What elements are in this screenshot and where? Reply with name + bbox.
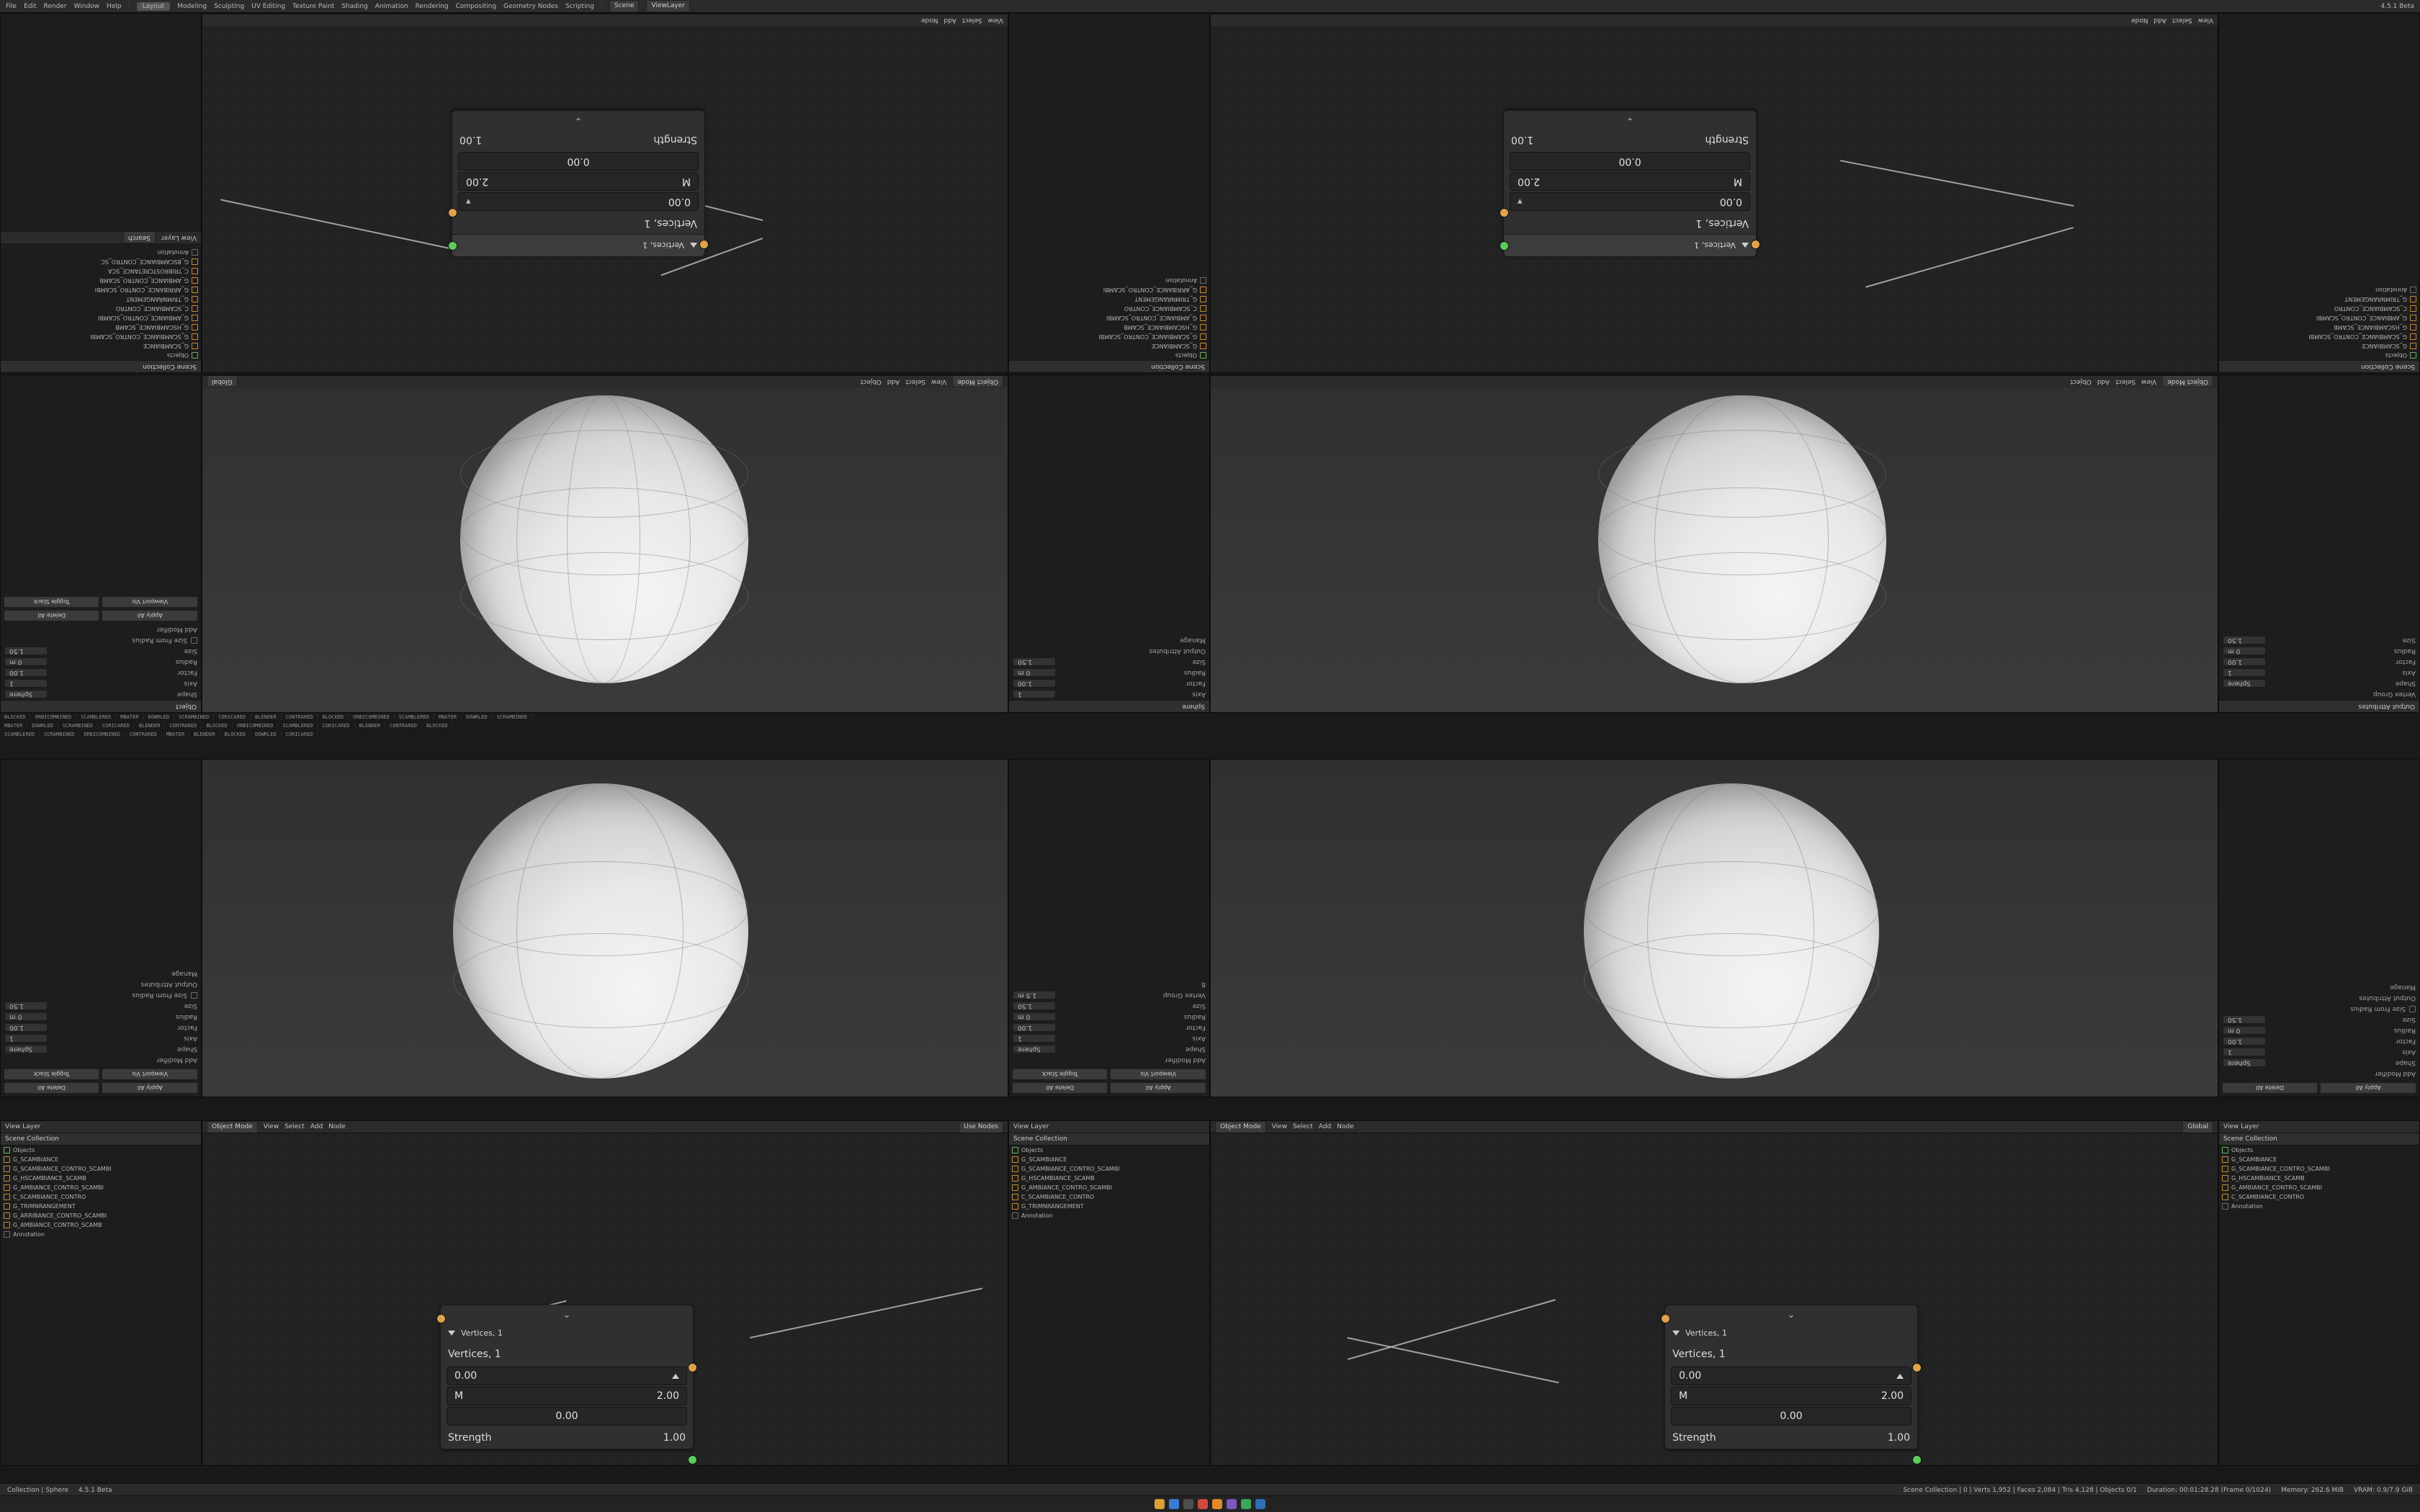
property-row[interactable]: Size 1.50 <box>2219 1014 2419 1025</box>
status-scene-stats: Scene Collection | 0 | Verts 1,952 | Faces 2,084 | Tris 4,128 | Objects 0/1 <box>1903 1486 2137 1494</box>
list-item[interactable]: Annotation <box>1 248 201 257</box>
list-item[interactable]: G_AMBIANCE_CONTRO_SCAMBI <box>1 1183 201 1192</box>
property-row[interactable]: Factor 1.00 <box>2219 1036 2419 1047</box>
node-menu-view[interactable]: View <box>2197 17 2213 24</box>
delete-all-button[interactable]: Delete All <box>2222 1082 2318 1094</box>
property-row[interactable]: Axis 1 <box>1009 689 1209 700</box>
chevron-down-icon: ▾ <box>466 196 471 207</box>
list-item[interactable]: G_SCAMBIANCE_CONTRO_SCAMBI <box>2219 332 2419 341</box>
node-row-strength[interactable]: Strength 1.00 <box>441 1427 693 1449</box>
list-item[interactable]: G_HSCAMBIANCE_SCAMB <box>1009 323 1209 332</box>
property-row[interactable]: Factor 1.00 <box>1 667 201 678</box>
outliner-title: Scene Collection <box>2219 1133 2419 1146</box>
node-menu-node[interactable]: Node <box>2130 17 2148 24</box>
list-item[interactable]: G_SCAMBIANCE <box>2219 1155 2419 1164</box>
property-row[interactable]: Radius 0 m <box>1 657 201 667</box>
view-layer-label: View Layer <box>1013 1123 1049 1130</box>
node-menu-add[interactable]: Add <box>2154 17 2166 24</box>
node-editor-bottomleft[interactable] <box>202 1120 1008 1466</box>
apply-all-button[interactable]: Apply All <box>1111 1082 1207 1094</box>
sphere-object[interactable] <box>460 395 748 683</box>
property-row[interactable]: Factor 1.00 <box>1009 678 1209 689</box>
property-row[interactable]: Size 1.50 <box>1009 657 1209 667</box>
list-item[interactable]: G_AMBIANCE_CONTRO_SCAMBI <box>1009 1183 1209 1192</box>
add-modifier-row[interactable]: Add Modifier <box>1165 1056 1206 1064</box>
taskbar[interactable] <box>0 1495 2420 1512</box>
node-row-vertices: Vertices, 1 <box>1504 212 1756 234</box>
list-item[interactable]: C_SCAMBIANCE_CONTRO <box>1 304 201 313</box>
files-icon[interactable] <box>1155 1499 1165 1509</box>
use-nodes-toggle[interactable]: Use Nodes <box>959 1121 1003 1133</box>
list-item[interactable]: G_TRIMNRANGEMENT <box>2219 294 2419 304</box>
workspace-shading[interactable]: Shading <box>341 2 368 10</box>
node-row-strength[interactable]: Strength 1.00 <box>1504 129 1756 150</box>
delete-all-button[interactable]: Delete All <box>4 610 100 621</box>
list-item[interactable]: G_TRIMNRANGEMENT <box>1009 294 1209 304</box>
node-field-0[interactable]: 0.00 <box>447 1367 687 1385</box>
list-item[interactable]: G_SCAMBIANCE <box>2219 341 2419 351</box>
property-row[interactable]: Size 1.50 <box>1 1001 201 1012</box>
status-memory: Memory: 262.6 MiB <box>2281 1486 2344 1494</box>
list-item[interactable]: C_SCAMBIANCE_CONTRO <box>1009 1192 1209 1202</box>
node-row-strength[interactable]: Strength 1.00 <box>1665 1427 1917 1449</box>
viewport-menu-object[interactable]: Object <box>860 378 882 385</box>
node-title: Vertices, 1 <box>1685 1328 1727 1338</box>
node-menu-select[interactable]: Select <box>284 1123 305 1130</box>
properties-title: Sphere <box>1009 700 1209 712</box>
viewport-menu-add[interactable]: Add <box>2097 378 2110 385</box>
status-vram: VRAM: 0.9/7.9 GiB <box>2353 1486 2413 1494</box>
panel-outliner-topmid <box>1008 13 1210 373</box>
list-item[interactable]: Objects <box>1009 351 1209 360</box>
outliner-header[interactable] <box>2219 1121 2419 1133</box>
node-socket-output[interactable] <box>448 208 457 217</box>
sphere-object[interactable] <box>453 783 748 1079</box>
outliner-title: Scene Collection <box>1 360 201 372</box>
node-socket-geometry[interactable] <box>1500 241 1509 251</box>
list-item[interactable]: G_SCAMBIANCE <box>1009 1155 1209 1164</box>
list-item[interactable]: G_SCAMBIANCE_CONTRO_SCAMBI <box>1009 332 1209 341</box>
property-row[interactable]: Factor 1.00 <box>2219 657 2419 667</box>
list-item[interactable]: G_ARRIBANCE_CONTRO_SCAMBI <box>1 1211 201 1220</box>
list-item[interactable]: C_SCAMBIANCE_CONTRO <box>1 1192 201 1202</box>
list-item[interactable]: G_SCAMBIANCE <box>1 341 201 351</box>
list-item[interactable]: G_BSCAMBIANCE_CONTRO_SC <box>1 257 201 266</box>
list-item[interactable]: C_SCAMBIANCE_CONTRO <box>1009 304 1209 313</box>
node-title: Vertices, 1 <box>461 1328 503 1338</box>
list-item[interactable]: Annotation <box>2219 285 2419 294</box>
node-menu-view[interactable]: View <box>263 1123 279 1130</box>
workspace-scripting[interactable]: Scripting <box>565 2 594 10</box>
chevron-down-icon[interactable]: ⌄ <box>1626 115 1634 126</box>
node-socket-output[interactable] <box>1500 208 1509 217</box>
list-item[interactable]: Annotation <box>1009 1211 1209 1220</box>
view-layer-label: View Layer <box>5 1123 41 1130</box>
list-item[interactable]: C_SCAMBIANCE_CONTRO <box>2219 1192 2419 1202</box>
table-row[interactable]: BLOCKED ORBICOMBINED SCAMBLERED MBATER DOWRLED SCRAMBINED CORICARED BLENDER CONTRARED BLOCKED ORBICOMBINED SCAMBLERED MBATER DOWRLED SCRAMBINED <box>0 713 2420 721</box>
viewport-row3-left[interactable] <box>202 759 1008 1097</box>
modifier-panel-row3-left[interactable] <box>0 759 202 1097</box>
node-menu-view[interactable]: View <box>987 17 1003 24</box>
node-socket-geometry[interactable] <box>688 1455 697 1464</box>
property-row[interactable]: Vertex Group 1.5 m <box>1009 990 1209 1001</box>
list-item[interactable]: G_AMBIANCE_CONTRO_SCAMBI <box>1 313 201 323</box>
node-socket-input[interactable] <box>1751 240 1760 249</box>
list-item[interactable]: G_AMBIANCE_CONTRO_SCAMB <box>1 1220 201 1230</box>
chevron-down-icon[interactable]: ⌄ <box>574 115 583 126</box>
property-row[interactable]: Radius 0 m <box>1009 667 1209 678</box>
panel-outliner-bottommid[interactable] <box>1008 1120 1210 1466</box>
property-checkbox[interactable]: Size From Radius <box>1 990 201 1001</box>
workspace-compositing[interactable]: Compositing <box>455 2 497 10</box>
node-editor-header[interactable] <box>202 1121 1008 1133</box>
node-field-0[interactable]: 0.00 <box>1671 1367 1912 1385</box>
object-mode-selector[interactable]: Object Mode <box>952 376 1003 388</box>
menu-window[interactable]: Window <box>73 2 100 10</box>
node-row-vertices: Vertices, 1 <box>1665 1344 1917 1365</box>
toggle-stack-button[interactable]: Toggle Stack <box>4 1068 100 1080</box>
viewport-row2-right[interactable] <box>1210 374 2218 713</box>
property-row[interactable]: Radius 0 m <box>2219 646 2419 657</box>
node-field-2[interactable]: 0.00 <box>1671 1407 1912 1426</box>
settings-icon[interactable] <box>1227 1499 1237 1509</box>
triangle-up-icon <box>1896 1374 1904 1379</box>
property-row[interactable]: Axis 1 <box>1 1033 201 1044</box>
list-item[interactable]: G_HSCAMBIANCE_SCAMB <box>2219 1174 2419 1183</box>
browser-icon[interactable] <box>1169 1499 1179 1509</box>
workspace-rendering[interactable]: Rendering <box>415 2 449 10</box>
node-menu-node[interactable]: Node <box>1337 1123 1354 1130</box>
node-menu-add[interactable]: Add <box>310 1123 323 1130</box>
sphere-object[interactable] <box>1598 395 1886 683</box>
manage-row[interactable]: Manage <box>2390 984 2416 991</box>
outliner-view-layer-label: View Layer <box>161 234 197 241</box>
node-menu-select[interactable]: Select <box>962 17 982 24</box>
output-attributes-row[interactable]: Output Attributes <box>2359 994 2416 1002</box>
terminal-icon[interactable] <box>1183 1499 1193 1509</box>
viewport-menu-select[interactable]: Select <box>2115 378 2136 385</box>
triangle-down-icon[interactable] <box>1672 1331 1680 1336</box>
node-field-0[interactable]: 0.00 ▾ <box>1510 192 1750 211</box>
viewport-vis-button[interactable]: Viewport Vis <box>1111 1068 1207 1080</box>
node-vertices[interactable] <box>452 110 705 257</box>
node-editor-header[interactable] <box>1211 14 2218 26</box>
viewport-header[interactable] <box>1211 375 2218 387</box>
properties-row2-mid[interactable] <box>1008 374 1210 713</box>
panel-outliner-topleft <box>0 13 202 373</box>
viewport-menu-view[interactable]: View <box>931 378 947 385</box>
triangle-up-icon <box>672 1374 679 1379</box>
panel-outliner-bottomfar[interactable] <box>2218 1120 2420 1466</box>
status-duration: Duration: 00:01:28.28 (Frame 0/1024) <box>2146 1486 2272 1494</box>
list-item[interactable]: G_SCAMBIANCE <box>1009 341 1209 351</box>
triangle-up-icon[interactable] <box>690 243 697 248</box>
list-item[interactable]: G_HSCAMBIANCE_SCAMB <box>1009 1174 1209 1183</box>
node-editor-bottomright[interactable] <box>1210 1120 2218 1466</box>
modifier-buttons[interactable] <box>2219 1079 2419 1097</box>
node-field-m[interactable]: M 2.00 <box>1510 172 1750 191</box>
spreadsheet-strip[interactable] <box>0 713 2420 759</box>
view-layer-label: View Layer <box>2223 1123 2259 1130</box>
viewport-menu-view[interactable]: View <box>2141 378 2157 385</box>
node-field-m[interactable]: M 2.00 <box>458 172 699 191</box>
workspace-modeling[interactable]: Modeling <box>177 2 207 10</box>
viewport-menu-select[interactable]: Select <box>905 378 926 385</box>
list-item[interactable]: G_HSCAMBIANCE_SCAMB <box>2219 323 2419 332</box>
node-header[interactable] <box>1665 1322 1917 1344</box>
node-vertices[interactable] <box>1664 1305 1918 1449</box>
outliner-search[interactable]: Search <box>123 232 156 244</box>
object-mode-selector[interactable]: Object Mode <box>2162 376 2213 388</box>
list-item[interactable]: G_AMBIANCE_CONTRO_SCAMB <box>1 276 201 285</box>
top-menu-bar[interactable] <box>0 0 2420 13</box>
menu-render[interactable]: Render <box>43 2 67 10</box>
workspace-uv[interactable]: UV Editing <box>251 2 286 10</box>
property-row[interactable]: Axis 1 <box>2219 1047 2419 1058</box>
toggle-stack-button[interactable]: Toggle Stack <box>4 596 100 608</box>
node-socket-output[interactable] <box>1912 1363 1922 1372</box>
list-item[interactable]: Annotation <box>2219 1202 2419 1211</box>
properties-row2-left[interactable] <box>0 374 202 713</box>
modifier-panel-row3-far[interactable] <box>2218 759 2420 1097</box>
add-modifier-row[interactable]: Add Modifier <box>2375 1070 2416 1078</box>
node-field-2[interactable]: 0.00 <box>447 1407 687 1426</box>
node-socket-output[interactable] <box>688 1363 697 1372</box>
output-attributes-row[interactable]: Output Attributes <box>140 981 197 989</box>
output-attributes-row[interactable]: Output Attributes <box>1149 647 1206 655</box>
panel-outliner-topfar <box>2218 13 2420 373</box>
property-row[interactable]: Axis 1 <box>1 678 201 689</box>
list-item[interactable]: G_SCAMBIANCE_CONTRO_SCAMBI <box>1 1164 201 1174</box>
modifier-panel-row3-mid[interactable] <box>1008 759 1210 1097</box>
node-menu-node[interactable]: Node <box>328 1123 346 1130</box>
list-item[interactable]: G_AMBIANCE_CONTRO_SCAMBI <box>1009 313 1209 323</box>
node-header[interactable] <box>452 234 704 256</box>
list-item[interactable]: G_ARRIBANCE_CONTRO_SCAMBI <box>1 285 201 294</box>
node-field-2[interactable]: 0.00 <box>1510 152 1750 171</box>
property-row[interactable]: Factor 1.00 <box>1 1022 201 1033</box>
property-row[interactable]: 8 <box>1201 981 1206 989</box>
workspace-geonodes[interactable]: Geometry Nodes <box>503 2 558 10</box>
object-mode-selector[interactable]: Object Mode <box>1215 1121 1266 1133</box>
add-modifier-row[interactable]: Add Modifier <box>156 1056 197 1064</box>
node-row-vertices: Vertices, 1 <box>441 1344 693 1365</box>
node-row-strength[interactable]: Strength 1.00 <box>452 129 704 150</box>
list-item[interactable]: G_HSCAMBIANCE_SCAMB <box>1 1174 201 1183</box>
viewport-row2-left[interactable] <box>202 374 1008 713</box>
node-vertices[interactable] <box>1503 110 1757 257</box>
property-row[interactable]: Axis 1 <box>2219 667 2419 678</box>
list-item[interactable]: G_SCAMBIANCE <box>1 1155 201 1164</box>
outliner-header[interactable] <box>1 1121 201 1133</box>
property-row[interactable]: Size 1.50 <box>2219 635 2419 646</box>
status-bar <box>0 1483 2420 1496</box>
property-row[interactable]: Size 1.50 <box>1 646 201 657</box>
node-menu-view[interactable]: View <box>1271 1123 1288 1130</box>
property-row[interactable]: Radius 0 m <box>1 1012 201 1022</box>
viewport-header[interactable] <box>202 375 1008 387</box>
properties-title: Output Attributes <box>2219 700 2419 712</box>
list-item[interactable]: G_AMBIANCE_CONTRO_SCAMBI <box>2219 313 2419 323</box>
list-item[interactable]: G_SCAMBIANCE_CONTRO_SCAMBI <box>1009 1164 1209 1174</box>
property-row[interactable]: Size 1.50 <box>1009 1001 1209 1012</box>
transform-orientation[interactable]: Global <box>2182 1121 2213 1133</box>
list-item[interactable]: G_AMBIANCE_CONTRO_SCAMBI <box>2219 1183 2419 1192</box>
workspace-animation[interactable]: Animation <box>375 2 408 10</box>
node-field-m[interactable]: M 2.00 <box>447 1387 687 1405</box>
workspace-sculpting[interactable]: Sculpting <box>214 2 245 10</box>
property-row[interactable]: Factor 1.00 <box>1009 1022 1209 1033</box>
property-row[interactable]: Shape Sphere <box>2219 678 2419 689</box>
status-version: 4.5.1 Beta <box>78 1486 112 1494</box>
viewport-vis-button[interactable]: Viewport Vis <box>102 1068 199 1080</box>
outliner-title: Scene Collection <box>1009 1133 1209 1146</box>
node-menu-select[interactable]: Select <box>2172 17 2192 24</box>
menu-help[interactable]: Help <box>107 2 122 10</box>
node-title: Vertices, 1 <box>1694 240 1736 251</box>
node-menu-select[interactable]: Select <box>1293 1123 1313 1130</box>
view-layer-selector[interactable]: ViewLayer <box>646 0 689 12</box>
list-item[interactable]: G_HSCAMBIANCE_SCAMB <box>1 323 201 332</box>
editor-icon[interactable] <box>1255 1499 1265 1509</box>
manage-row[interactable]: Manage <box>171 970 197 978</box>
property-row[interactable]: Shape Sphere <box>1 689 201 700</box>
node-editor-header[interactable] <box>202 14 1008 26</box>
viewport-vis-button[interactable]: Viewport Vis <box>102 596 199 608</box>
taskbar-icons[interactable] <box>1155 1499 1265 1509</box>
table-row[interactable]: MBATER DOWRLED SCRAMBINED CORICARED BLENDER CONTRARED BLOCKED ORBICOMBINED SCAMBLERED CORICARED BLENDER CONTRARED BLOCKED <box>0 721 2420 730</box>
list-item[interactable]: Objects <box>2219 351 2419 360</box>
divider <box>601 2 602 11</box>
status-left: Collection | Sphere <box>7 1486 68 1494</box>
toggle-stack-button[interactable]: Toggle Stack <box>1012 1068 1108 1080</box>
delete-all-button[interactable]: Delete All <box>1012 1082 1108 1094</box>
property-checkbox[interactable]: Size From Radius <box>1 635 201 646</box>
node-vertices[interactable] <box>440 1305 694 1449</box>
node-field-0[interactable]: 0.00 ▾ <box>458 192 699 211</box>
node-field-m[interactable]: M 2.00 <box>1671 1387 1912 1405</box>
sphere-object[interactable] <box>1584 783 1879 1079</box>
list-item[interactable]: Objects <box>1009 1146 1209 1155</box>
list-item[interactable]: Objects <box>1 1146 201 1155</box>
triangle-down-icon[interactable] <box>448 1331 455 1336</box>
app-version: 4.5.1 Beta <box>2380 2 2414 10</box>
node-socket-geometry[interactable] <box>1912 1455 1922 1464</box>
node-editor-header[interactable] <box>1211 1121 2218 1133</box>
menu-edit[interactable]: Edit <box>24 2 37 10</box>
properties-row2-far[interactable] <box>2218 374 2420 713</box>
outliner-title: Scene Collection <box>2219 360 2419 372</box>
triangle-up-icon[interactable] <box>1742 243 1749 248</box>
transform-orientation[interactable]: Global <box>207 376 238 388</box>
node-header[interactable] <box>441 1322 693 1344</box>
viewport-row3-right[interactable] <box>1210 759 2218 1097</box>
list-item[interactable]: G_TRIMNRANGEMENT <box>1 1202 201 1211</box>
outliner-header[interactable] <box>1 231 201 243</box>
modifier-buttons[interactable] <box>1 593 201 624</box>
media-icon[interactable] <box>1198 1499 1208 1509</box>
object-mode-selector[interactable]: Object Mode <box>207 1121 258 1133</box>
modifier-buttons[interactable] <box>1009 1066 1209 1097</box>
list-item[interactable]: C_TRIBROSTCRETANCE_SCA <box>1 266 201 276</box>
workspace-texpaint[interactable]: Texture Paint <box>292 2 335 10</box>
node-socket-input[interactable] <box>436 1314 446 1323</box>
list-item[interactable]: Annotation <box>1 1230 201 1239</box>
node-socket-input[interactable] <box>699 240 709 249</box>
scene-selector[interactable]: Scene <box>609 0 639 12</box>
list-item[interactable]: G_TRIMNRANGEMENT <box>1 294 201 304</box>
node-menu-node[interactable]: Node <box>920 17 938 24</box>
chevron-down-icon[interactable]: ⌄ <box>563 1310 571 1320</box>
outliner-title: Scene Collection <box>1009 360 1209 372</box>
property-row[interactable]: Shape Sphere <box>1009 1044 1209 1055</box>
table-row[interactable]: SCAMBLERED SCRAMBINED ORBICOMBINED CONTRARED MBATER BLENDER BLOCKED DOWRLED CORICARED <box>0 730 2420 739</box>
node-field-2[interactable]: 0.00 <box>458 152 699 171</box>
property-checkbox[interactable]: Size From Radius <box>2219 1004 2419 1014</box>
workspace-layout[interactable]: Layout <box>137 2 171 11</box>
outliner-header[interactable] <box>1009 1121 1209 1133</box>
node-menu-add[interactable]: Add <box>1318 1123 1332 1130</box>
menu-file[interactable]: File <box>6 2 17 10</box>
list-item[interactable]: C_SCAMBIANCE_CONTRO <box>2219 304 2419 313</box>
property-row[interactable]: Vertex Group <box>2219 689 2419 700</box>
apply-all-button[interactable]: Apply All <box>2321 1082 2417 1094</box>
outliner-title: Scene Collection <box>1 1133 201 1146</box>
list-item[interactable]: Annotation <box>1009 276 1209 285</box>
panel-outliner-bottomleft[interactable] <box>0 1120 202 1466</box>
property-row[interactable]: Radius 0 m <box>2219 1025 2419 1036</box>
node-editor-topright[interactable] <box>1210 13 2218 373</box>
manage-row[interactable]: Manage <box>1180 636 1206 644</box>
node-menu-add[interactable]: Add <box>944 17 956 24</box>
properties-title: Object <box>1 700 201 712</box>
list-item[interactable]: Objects <box>1 351 201 360</box>
property-row[interactable]: Shape Sphere <box>2219 1058 2419 1068</box>
node-socket-geometry[interactable] <box>448 241 457 251</box>
node-row-vertices: Vertices, 1 <box>452 212 704 234</box>
property-row[interactable]: Axis 1 <box>1009 1033 1209 1044</box>
node-title: Vertices, 1 <box>642 240 684 251</box>
divider <box>129 2 130 11</box>
node-editor-topleft[interactable] <box>202 13 1008 373</box>
list-item[interactable]: G_SCAMBIANCE_CONTRO_SCAMBI <box>2219 1164 2419 1174</box>
property-row[interactable]: Radius 0 m <box>1009 1012 1209 1022</box>
list-item[interactable]: G_TRIMNRANGEMENT <box>1009 1202 1209 1211</box>
list-item[interactable]: G_ARRIBANCE_CONTRO_SCAMBI <box>1009 285 1209 294</box>
delete-all-button[interactable]: Delete All <box>4 1082 100 1094</box>
node-header[interactable] <box>1504 234 1756 256</box>
list-item[interactable]: G_SCAMBIANCE_CONTRO_SCAMBI <box>1 332 201 341</box>
list-item[interactable]: Objects <box>2219 1146 2419 1155</box>
apply-all-button[interactable]: Apply All <box>102 1082 199 1094</box>
outliner-list[interactable] <box>1 248 201 360</box>
property-row[interactable]: Shape Sphere <box>1 1044 201 1055</box>
node-socket-input[interactable] <box>1661 1314 1670 1323</box>
chevron-down-icon[interactable]: ⌄ <box>1787 1310 1796 1320</box>
add-modifier-row[interactable]: Add Modifier <box>156 626 197 634</box>
trash-icon[interactable] <box>1241 1499 1251 1509</box>
viewport-menu-add[interactable]: Add <box>887 378 900 385</box>
blender-icon[interactable] <box>1212 1499 1222 1509</box>
viewport-menu-object[interactable]: Object <box>2070 378 2092 385</box>
apply-all-button[interactable]: Apply All <box>102 610 199 621</box>
modifier-buttons[interactable] <box>1 1066 201 1097</box>
